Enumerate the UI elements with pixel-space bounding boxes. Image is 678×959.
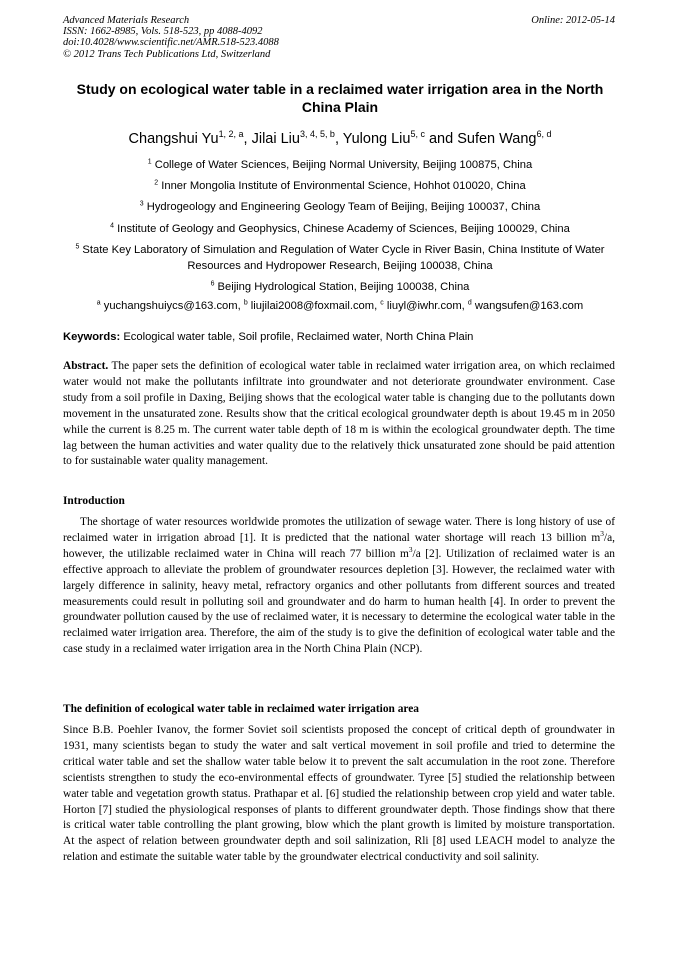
definition-text: Since B.B. Poehler Ivanov, the former Soviet soil scientists proposed the concept of critical depth of groundwater in 1931, many scientists began to study the water and salt vertical movement in soil profile and tried to determine the critical water table and set the shallow water table below it to prevent the salt accumulation in the root zone. Therefore scientists strengthen to study the eco-environmental effects of groundwater. Tyree [5] studied the relationship between water table and vegetation growth status. Prathapar et al. [6] studied the relationship between crop yield and water table. Horton [7] studied the physiological responses of plants to different groundwater depth. Those findings show that there is critical water table controlling the plant growing, blow which the plant growth is limited by moisture transportation. At the aspect of relation between groundwater depth and soil salinization, Rli [8] used LEACH model to analyze the relation and estimate the suitable water table by the groundwater electrical conductivity and soil salinity. xyxy=(63,724,615,864)
keywords-text: Ecological water table, Soil profile, Reclaimed water, North China Plain xyxy=(123,331,474,343)
author-marks: 6, d xyxy=(536,129,552,140)
affiliation-number: 6 xyxy=(210,280,215,288)
affiliation-text: Hydrogeology and Engineering Geology Team of Beijing, Beijing 100037, China xyxy=(146,201,541,214)
email-address: yuchangshuiycs@163.com xyxy=(103,300,238,312)
author-marks: 5, c xyxy=(410,129,425,140)
author-name: Yulong Liu xyxy=(342,131,411,147)
online-date: Online: 2012-05-14 xyxy=(531,15,615,26)
section-heading-introduction: Introduction xyxy=(63,495,125,507)
abstract-text: The paper sets the definition of ecological water table in reclaimed water irrigation area, on which reclaimed water would not make the pollutants infiltrate into groundwater and not deteriorate groundwater environment. Case study from a soil profile in Daxing, Beijing shows that the ecological water table is changing due to the pollutants down movement in the unsaturated zone. Results show that the critical ecological groundwater depth is about 19.45 m in 2050 while the current is 8.25 m. The current water table depth of 18 m is within the ecological groundwater depth. The time lag between the human activities and water quality due to the relatively thick unsaturated zone should be paid attention to for sustainable water quality management. xyxy=(63,360,615,468)
email-mark: a xyxy=(96,299,101,307)
affiliation-text: State Key Laboratory of Simulation and Regulation of Water Cycle in River Basin, China Institute of Water Resources and Hydropower Research, Beijing 100038, China xyxy=(82,243,605,273)
affiliation xyxy=(50,157,630,173)
author-name: Changshui Yu xyxy=(128,131,219,147)
email-mark: c xyxy=(380,299,384,307)
affiliation-number: 5 xyxy=(75,243,80,251)
affiliation xyxy=(50,279,630,295)
paper-title: Study on ecological water table in a reclaimed water irrigation area in the North China Plain xyxy=(76,81,604,115)
issn-line: ISSN: 1662-8985, Vols. 518-523, pp 4088-4092 xyxy=(63,26,263,38)
email-list: $^a$ yuchangshuiycs@163.com, $^b$ liujilai2008@foxmail.com, $^c$ liuyl@iwhr.com, $^d$ wangsufen@163.com xyxy=(96,299,584,312)
email-address: liujilai2008@foxmail.com xyxy=(250,300,375,312)
doi-line: doi:10.4028/www.scientific.net/AMR.518-523.4088 xyxy=(63,37,279,49)
author-name: Jilai Liu xyxy=(251,131,300,147)
affiliation-number: 4 xyxy=(110,221,114,229)
affiliation xyxy=(50,242,630,275)
author-separator: , xyxy=(243,131,252,147)
email-mark: b xyxy=(243,299,248,307)
author-separator: , xyxy=(334,131,343,147)
email-address: liuyl@iwhr.com xyxy=(386,300,462,312)
affiliation xyxy=(50,221,630,237)
email-address: wangsufen@163.com xyxy=(474,300,584,312)
affiliation xyxy=(50,199,630,215)
author-separator: and xyxy=(424,131,458,147)
definition-paragraph xyxy=(63,723,615,866)
intro-text: /a [2]. Utilization of reclaimed water is an effective approach to alleviate the problem of groundwater resources depletion [3]. However, the reclaimed water with largely difference in salinity, heavy metal, refractory organics and other pollutants from different sources and treated measurements could result in polluting soil and groundwater and do harm to human health [4]. In order to prevent the groundwater pollution caused by the use of reclaimed water, it is necessary to determine the ecological water table in the reclaimed water irrigation area. Therefore, the aim of the study is to give the definition of ecological water table and the case study in a reclaimed water irrigation area in the North China Plain (NCP). xyxy=(63,547,615,656)
journal-name: Advanced Materials Research xyxy=(63,15,190,26)
section-heading-definition: The definition of ecological water table in reclaimed water irrigation area xyxy=(63,703,419,715)
copyright-line: © 2012 Trans Tech Publications Ltd, Switzerland xyxy=(63,48,271,60)
email-mark: d xyxy=(467,299,472,307)
introduction-paragraph xyxy=(63,515,615,658)
superscript: 3 xyxy=(408,545,413,555)
keywords-label: Keywords: xyxy=(63,331,121,343)
abstract-label: Abstract. xyxy=(63,360,109,372)
keywords xyxy=(63,329,623,345)
author-marks: 1, 2, a xyxy=(218,129,244,140)
author-name: Sufen Wang xyxy=(457,131,537,147)
author-marks: 3, 4, 5, b xyxy=(299,129,335,140)
affiliation-list xyxy=(50,157,630,301)
superscript: 3 xyxy=(600,529,604,539)
author-list xyxy=(40,130,640,148)
abstract xyxy=(63,359,615,470)
affiliation-number: 2 xyxy=(154,179,159,187)
affiliation-number: 3 xyxy=(139,200,144,208)
intro-text: /a, however, the utilizable reclaimed water in China will reach 77 billion m xyxy=(63,531,615,560)
affiliation-text: College of Water Sciences, Beijing Normal University, Beijing 100875, China xyxy=(154,159,533,171)
affiliation-text: Institute of Geology and Geophysics, Chinese Academy of Sciences, Beijing 100029, China xyxy=(117,222,570,235)
affiliation-number: 1 xyxy=(147,158,152,166)
journal-header xyxy=(63,15,615,60)
affiliation-text: Inner Mongolia Institute of Environmental Science, Hohhot 010020, China xyxy=(161,180,526,193)
intro-text: The shortage of water resources worldwide promotes the utilization of sewage water. There is long history of use of reclaimed water in irrigation abroad [1]. It is predicted that the national water shortage will reach 13 billion m xyxy=(63,516,615,544)
affiliation xyxy=(50,178,630,194)
affiliation-text: Beijing Hydrological Station, Beijing 100038, China xyxy=(217,281,470,294)
